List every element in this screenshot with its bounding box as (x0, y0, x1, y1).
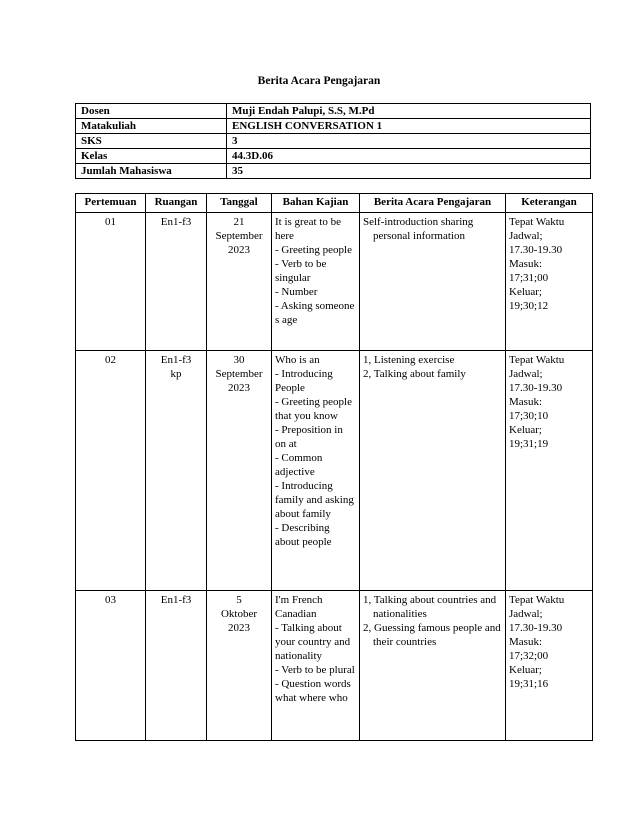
cell-keterangan-line: 17;31;00 (509, 272, 549, 284)
cell-keterangan-line: 19;30;12 (509, 300, 549, 312)
cell-tanggal-line: Oktober (220, 608, 258, 620)
header-pertemuan: Pertemuan (76, 194, 146, 213)
cell-keterangan-line: Masuk: (509, 396, 542, 408)
cell-ruangan (146, 213, 207, 351)
cell-keterangan-line: 17.30-19.30 (509, 382, 563, 394)
table-row (76, 351, 593, 591)
cell-berita-acara-line: 1, Listening exercise (363, 354, 455, 366)
cell-keterangan-line: 17.30-19.30 (509, 622, 563, 634)
cell-bahan-kajian (272, 351, 360, 591)
table-row (76, 591, 593, 741)
cell-tanggal (207, 351, 272, 591)
table-row (76, 213, 593, 351)
attendance-table (75, 193, 593, 741)
cell-bahan-kajian-line: - Talking about your country and nationality (275, 622, 351, 662)
info-value: ENGLISH CONVERSATION 1 (227, 119, 591, 134)
cell-tanggal-line: 2023 (228, 244, 250, 256)
cell-keterangan-line: Jadwal; (509, 368, 543, 380)
cell-bahan-kajian-line: - Asking someone s age (275, 300, 355, 326)
header-tanggal: Tanggal (207, 194, 272, 213)
cell-keterangan (506, 591, 593, 741)
cell-ruangan (146, 591, 207, 741)
cell-bahan-kajian-line: - Greeting people (275, 244, 352, 256)
info-value: 44.3D.06 (227, 149, 591, 164)
cell-bahan-kajian-line: - Greeting people that you know (275, 396, 352, 422)
table-body (76, 213, 593, 741)
cell-berita-acara (360, 591, 506, 741)
cell-berita-acara (360, 351, 506, 591)
cell-keterangan-line: Masuk: (509, 258, 542, 270)
cell-tanggal-line: September (215, 368, 263, 380)
cell-pertemuan: 02 (76, 351, 146, 591)
cell-tanggal-line: 21 (233, 216, 245, 228)
cell-bahan-kajian-line: - Verb to be singular (275, 258, 327, 284)
cell-keterangan-line: Jadwal; (509, 608, 543, 620)
cell-tanggal-line: September (215, 230, 263, 242)
info-label: Kelas (76, 149, 227, 164)
cell-keterangan-line: 19;31;16 (509, 678, 549, 690)
cell-bahan-kajian-line: - Preposition in on at (275, 424, 343, 450)
info-value: 3 (227, 134, 591, 149)
cell-keterangan-line: Keluar; (509, 664, 542, 676)
cell-keterangan-line: 17.30-19.30 (509, 244, 563, 256)
cell-ruangan-line: En1-f3 (160, 216, 192, 228)
cell-bahan-kajian-line: - Introducing People (275, 368, 333, 394)
info-label: Jumlah Mahasiswa (76, 164, 227, 179)
cell-berita-acara-line: 1, Talking about countries and nationalities (363, 594, 497, 620)
cell-berita-acara-line: 2, Guessing famous people and their countries (363, 622, 501, 648)
cell-keterangan-line: Tepat Waktu (509, 216, 565, 228)
table-header-row (76, 194, 593, 213)
cell-berita-acara (360, 213, 506, 351)
cell-tanggal (207, 591, 272, 741)
cell-ruangan-line: En1-f3 (160, 354, 192, 366)
cell-tanggal-line: 2023 (228, 622, 250, 634)
cell-keterangan-line: Keluar; (509, 286, 542, 298)
info-row-kelas (76, 149, 591, 164)
cell-keterangan-line: 17;30;10 (509, 410, 549, 422)
cell-tanggal-line: 2023 (228, 382, 250, 394)
header-keterangan: Keterangan (506, 194, 593, 213)
cell-tanggal-line: 30 (233, 354, 245, 366)
cell-keterangan (506, 351, 593, 591)
cell-bahan-kajian-line: - Verb to be plural (275, 664, 355, 676)
info-label: Dosen (76, 104, 227, 119)
info-row-sks (76, 134, 591, 149)
cell-bahan-kajian-line: - Describing about people (275, 522, 332, 548)
cell-bahan-kajian-line: - Question words what where who (275, 678, 351, 704)
cell-keterangan-line: 17;32;00 (509, 650, 549, 662)
cell-bahan-kajian-line: - Common adjective (275, 452, 323, 478)
cell-tanggal (207, 213, 272, 351)
cell-pertemuan: 03 (76, 591, 146, 741)
cell-keterangan-line: Keluar; (509, 424, 542, 436)
cell-berita-acara-line: 2, Talking about family (363, 368, 466, 380)
cell-keterangan-line: Tepat Waktu (509, 354, 565, 366)
cell-bahan-kajian-line: Who is an (275, 354, 320, 366)
info-row-dosen (76, 104, 591, 119)
cell-keterangan-line: 19;31;19 (509, 438, 549, 450)
cell-keterangan-line: Tepat Waktu (509, 594, 565, 606)
cell-bahan-kajian (272, 213, 360, 351)
header-ruangan: Ruangan (146, 194, 207, 213)
page-title: Berita Acara Pengajaran (257, 75, 381, 87)
info-value: 35 (227, 164, 591, 179)
cell-berita-acara-line: Self-introduction sharing personal information (363, 216, 474, 242)
info-label: Matakuliah (76, 119, 227, 134)
cell-bahan-kajian-line: I'm French Canadian (275, 594, 323, 620)
cell-tanggal-line: 5 (236, 594, 242, 606)
cell-keterangan-line: Jadwal; (509, 230, 543, 242)
header-berita-acara: Berita Acara Pengajaran (360, 194, 506, 213)
cell-bahan-kajian-line: - Number (275, 286, 318, 298)
cell-keterangan-line: Masuk: (509, 636, 542, 648)
info-row-matakuliah (76, 119, 591, 134)
cell-pertemuan: 01 (76, 213, 146, 351)
cell-bahan-kajian-line: - Introducing family and asking about family (275, 480, 354, 520)
cell-ruangan-line: kp (170, 368, 182, 380)
header-bahan-kajian: Bahan Kajian (272, 194, 360, 213)
cell-bahan-kajian-line: It is great to be here (275, 216, 341, 242)
cell-bahan-kajian (272, 591, 360, 741)
cell-ruangan-line: En1-f3 (160, 594, 192, 606)
cell-keterangan (506, 213, 593, 351)
cell-ruangan (146, 351, 207, 591)
info-label: SKS (76, 134, 227, 149)
info-table (75, 103, 591, 179)
info-value: Muji Endah Palupi, S.S, M.Pd (227, 104, 591, 119)
info-row-jumlah-mahasiswa (76, 164, 591, 179)
